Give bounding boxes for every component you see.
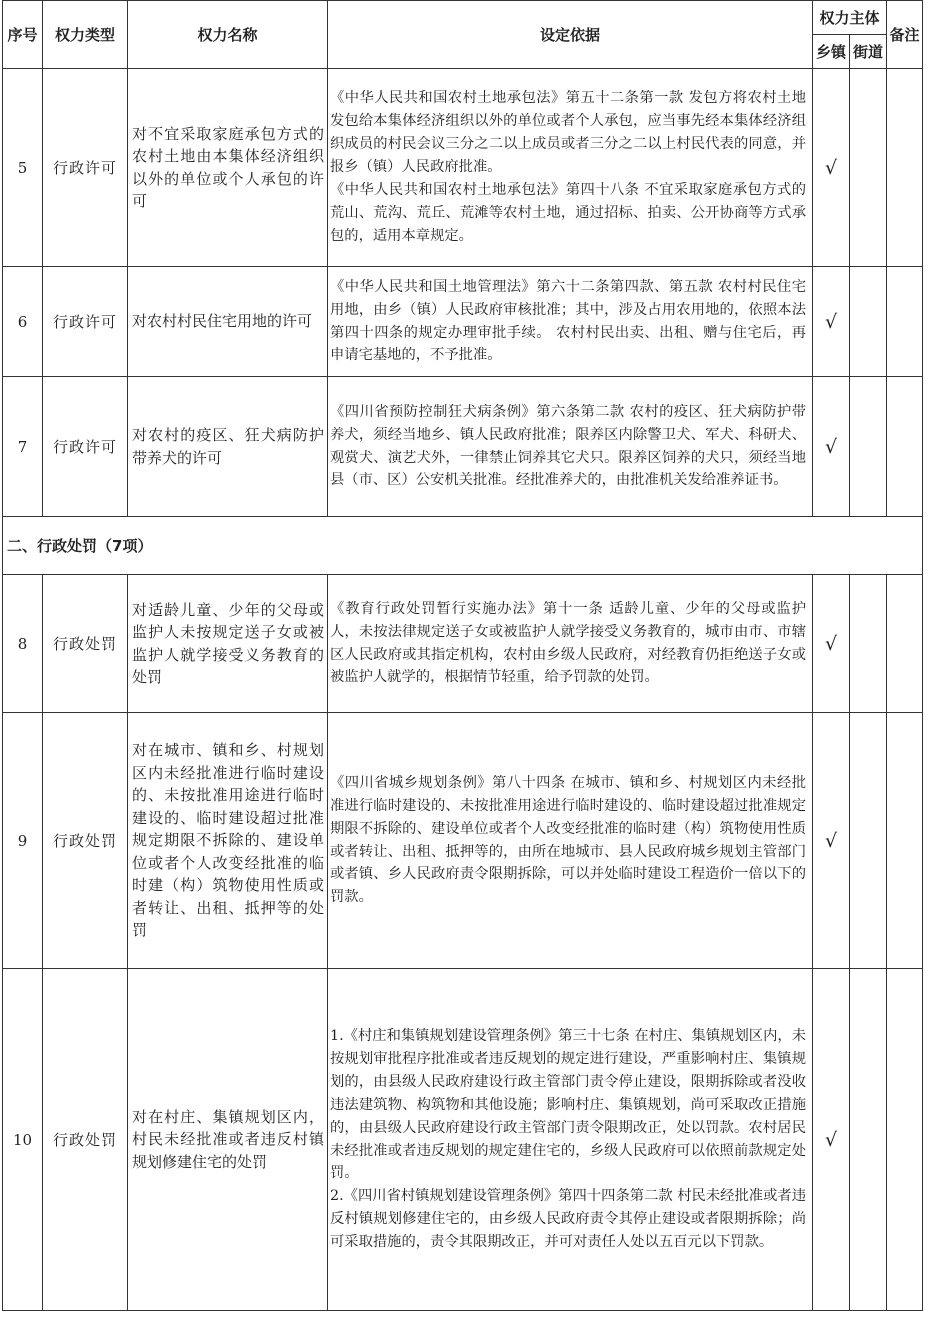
header-type: 权力类型 <box>43 1 128 69</box>
basis-paragraph: 《中华人民共和国农村土地承包法》第四十八条 不宜采取家庭承包方式的荒山、荒沟、荒丘、荒滩等农村土地，通过招标、拍卖、公开协商等方式承包的，适用本章规定。 <box>330 181 806 244</box>
table-row <box>3 713 923 969</box>
basis-paragraph: 《四川省预防控制狂犬病条例》第六条第二款 农村的疫区、狂犬病防护带养犬，须经当地乡、镇人民政府批准；限养区内除警卫犬、军犬、科研犬、观赏犬、演艺犬外，一律禁止饲养其它犬只。限养区饲养的犬只，须经当地县（市、区）公安机关批准。经批准养犬的，由批准机关发给准养证书。 <box>330 403 806 489</box>
table-row <box>3 969 923 1311</box>
section-title: 二、行政处罚（7项） <box>3 517 923 575</box>
street-check <box>850 377 887 517</box>
street-check <box>850 267 887 377</box>
power-type: 行政许可 <box>43 377 128 517</box>
section-row <box>3 517 923 575</box>
header-subject: 权力主体 <box>813 1 887 35</box>
legal-basis <box>328 713 813 969</box>
table-row <box>3 377 923 517</box>
basis-paragraph: 《教育行政处罚暂行实施办法》第十一条 适龄儿童、少年的父母或监护人，未按法律规定送子女或被监护人就学接受义务教育的，城市由市、市辖区人民政府或其指定机构，农村由乡级人民政府，对经教育仍拒绝送子女或被监护人就学的，根据情节轻重，给予罚款的处罚。 <box>330 600 806 686</box>
remark-cell <box>887 69 923 267</box>
basis-paragraph: 2.《四川省村镇规划建设管理条例》第四十四条第二款 村民未经批准或者违反村镇规划修建住宅的，由乡级人民政府责令其停止建设或者限期拆除；尚可采取措施的，责令其限期改正，并可对责任人处以五百元以下罚款。 <box>330 1188 806 1251</box>
town-check: √ <box>813 267 850 377</box>
basis-paragraph: 《中华人民共和国农村土地承包法》第五十二条第一款 发包方将农村土地发包给本集体经济组织以外的单位或者个人承包，应当事先经本集体经济组织成员的村民会议三分之二以上成员或者三分之二以上村民代表的同意，并报乡（镇）人民政府批准。 <box>330 90 806 176</box>
table-row <box>3 575 923 713</box>
row-number: 10 <box>3 969 43 1311</box>
header-no: 序号 <box>3 1 43 69</box>
power-type: 行政许可 <box>43 267 128 377</box>
remark-cell <box>887 267 923 377</box>
town-check: √ <box>813 969 850 1311</box>
row-number: 9 <box>3 713 43 969</box>
town-check: √ <box>813 575 850 713</box>
power-name: 对在村庄、集镇规划区内，村民未经批准或者违反村镇规划修建住宅的处罚 <box>128 969 328 1311</box>
row-number: 7 <box>3 377 43 517</box>
header-name: 权力名称 <box>128 1 328 69</box>
row-number: 6 <box>3 267 43 377</box>
power-name: 对在城市、镇和乡、村规划区内未经批准进行临时建设的、未按批准用途进行临时建设的、临时建设超过批准规定期限不拆除的、建设单位或者个人改变经批准的临时建（构）筑物使用性质或者转让、出租、抵押等的处罚 <box>128 713 328 969</box>
power-name: 对农村的疫区、狂犬病防护带养犬的许可 <box>128 377 328 517</box>
basis-paragraph: 《四川省城乡规划条例》第八十四条 在城市、镇和乡、村规划区内未经批准进行临时建设的、未按批准用途进行临时建设的、临时建设超过批准规定期限不拆除的、建设单位或者个人改变经批准的临时建（构）筑物使用性质或者转让、出租、抵押等的，由所在地城市、县人民政府城乡规划主管部门或者镇、乡人民政府责令限期拆除，可以并处临时建设工程造价一倍以下的罚款。 <box>330 774 806 906</box>
remark-cell <box>887 713 923 969</box>
legal-basis <box>328 267 813 377</box>
remark-cell <box>887 969 923 1311</box>
table-row <box>3 267 923 377</box>
remark-cell <box>887 377 923 517</box>
header-remark: 备注 <box>887 1 923 69</box>
header-town: 乡镇 <box>813 35 850 69</box>
header-basis: 设定依据 <box>328 1 813 69</box>
row-number: 8 <box>3 575 43 713</box>
power-name: 对适龄儿童、少年的父母或监护人未按规定送子女或被监护人就学接受义务教育的处罚 <box>128 575 328 713</box>
street-check <box>850 713 887 969</box>
legal-basis <box>328 69 813 267</box>
street-check <box>850 69 887 267</box>
power-type: 行政处罚 <box>43 713 128 969</box>
power-name: 对不宜采取家庭承包方式的农村土地由本集体经济组织以外的单位或个人承包的许可 <box>128 69 328 267</box>
basis-paragraph: 1.《村庄和集镇规划建设管理条例》第三十七条 在村庄、集镇规划区内，未按规划审批程序批准或者违反规划的规定进行建设，严重影响村庄、集镇规划的，由县级人民政府建设行政主管部门责令停止建设，限期拆除或者没收违法建筑物、构筑物和其他设施；影响村庄、集镇规划，尚可采取改正措施的，由县级人民政府建设行政主管部门责令限期改正，处以罚款。农村居民未经批准或者违反规划的规定建住宅的，乡级人民政府可以依照前款规定处罚。 <box>330 1027 806 1182</box>
town-check: √ <box>813 713 850 969</box>
power-list-table <box>2 0 923 1311</box>
legal-basis <box>328 969 813 1311</box>
remark-cell <box>887 575 923 713</box>
power-type: 行政处罚 <box>43 969 128 1311</box>
header-street: 街道 <box>850 35 887 69</box>
town-check: √ <box>813 377 850 517</box>
legal-basis <box>328 377 813 517</box>
row-number: 5 <box>3 69 43 267</box>
basis-paragraph: 《中华人民共和国土地管理法》第六十二条第四款、第五款 农村村民住宅用地，由乡（镇）人民政府审核批准；其中，涉及占用农用地的，依照本法第四十四条的规定办理审批手续。 农村村民出卖、出租、赠与住宅后，再申请宅基地的，不予批准。 <box>330 278 806 364</box>
power-type: 行政许可 <box>43 69 128 267</box>
table-row <box>3 69 923 267</box>
power-type: 行政处罚 <box>43 575 128 713</box>
street-check <box>850 575 887 713</box>
town-check: √ <box>813 69 850 267</box>
legal-basis <box>328 575 813 713</box>
power-name: 对农村村民住宅用地的许可 <box>128 267 328 377</box>
street-check <box>850 969 887 1311</box>
